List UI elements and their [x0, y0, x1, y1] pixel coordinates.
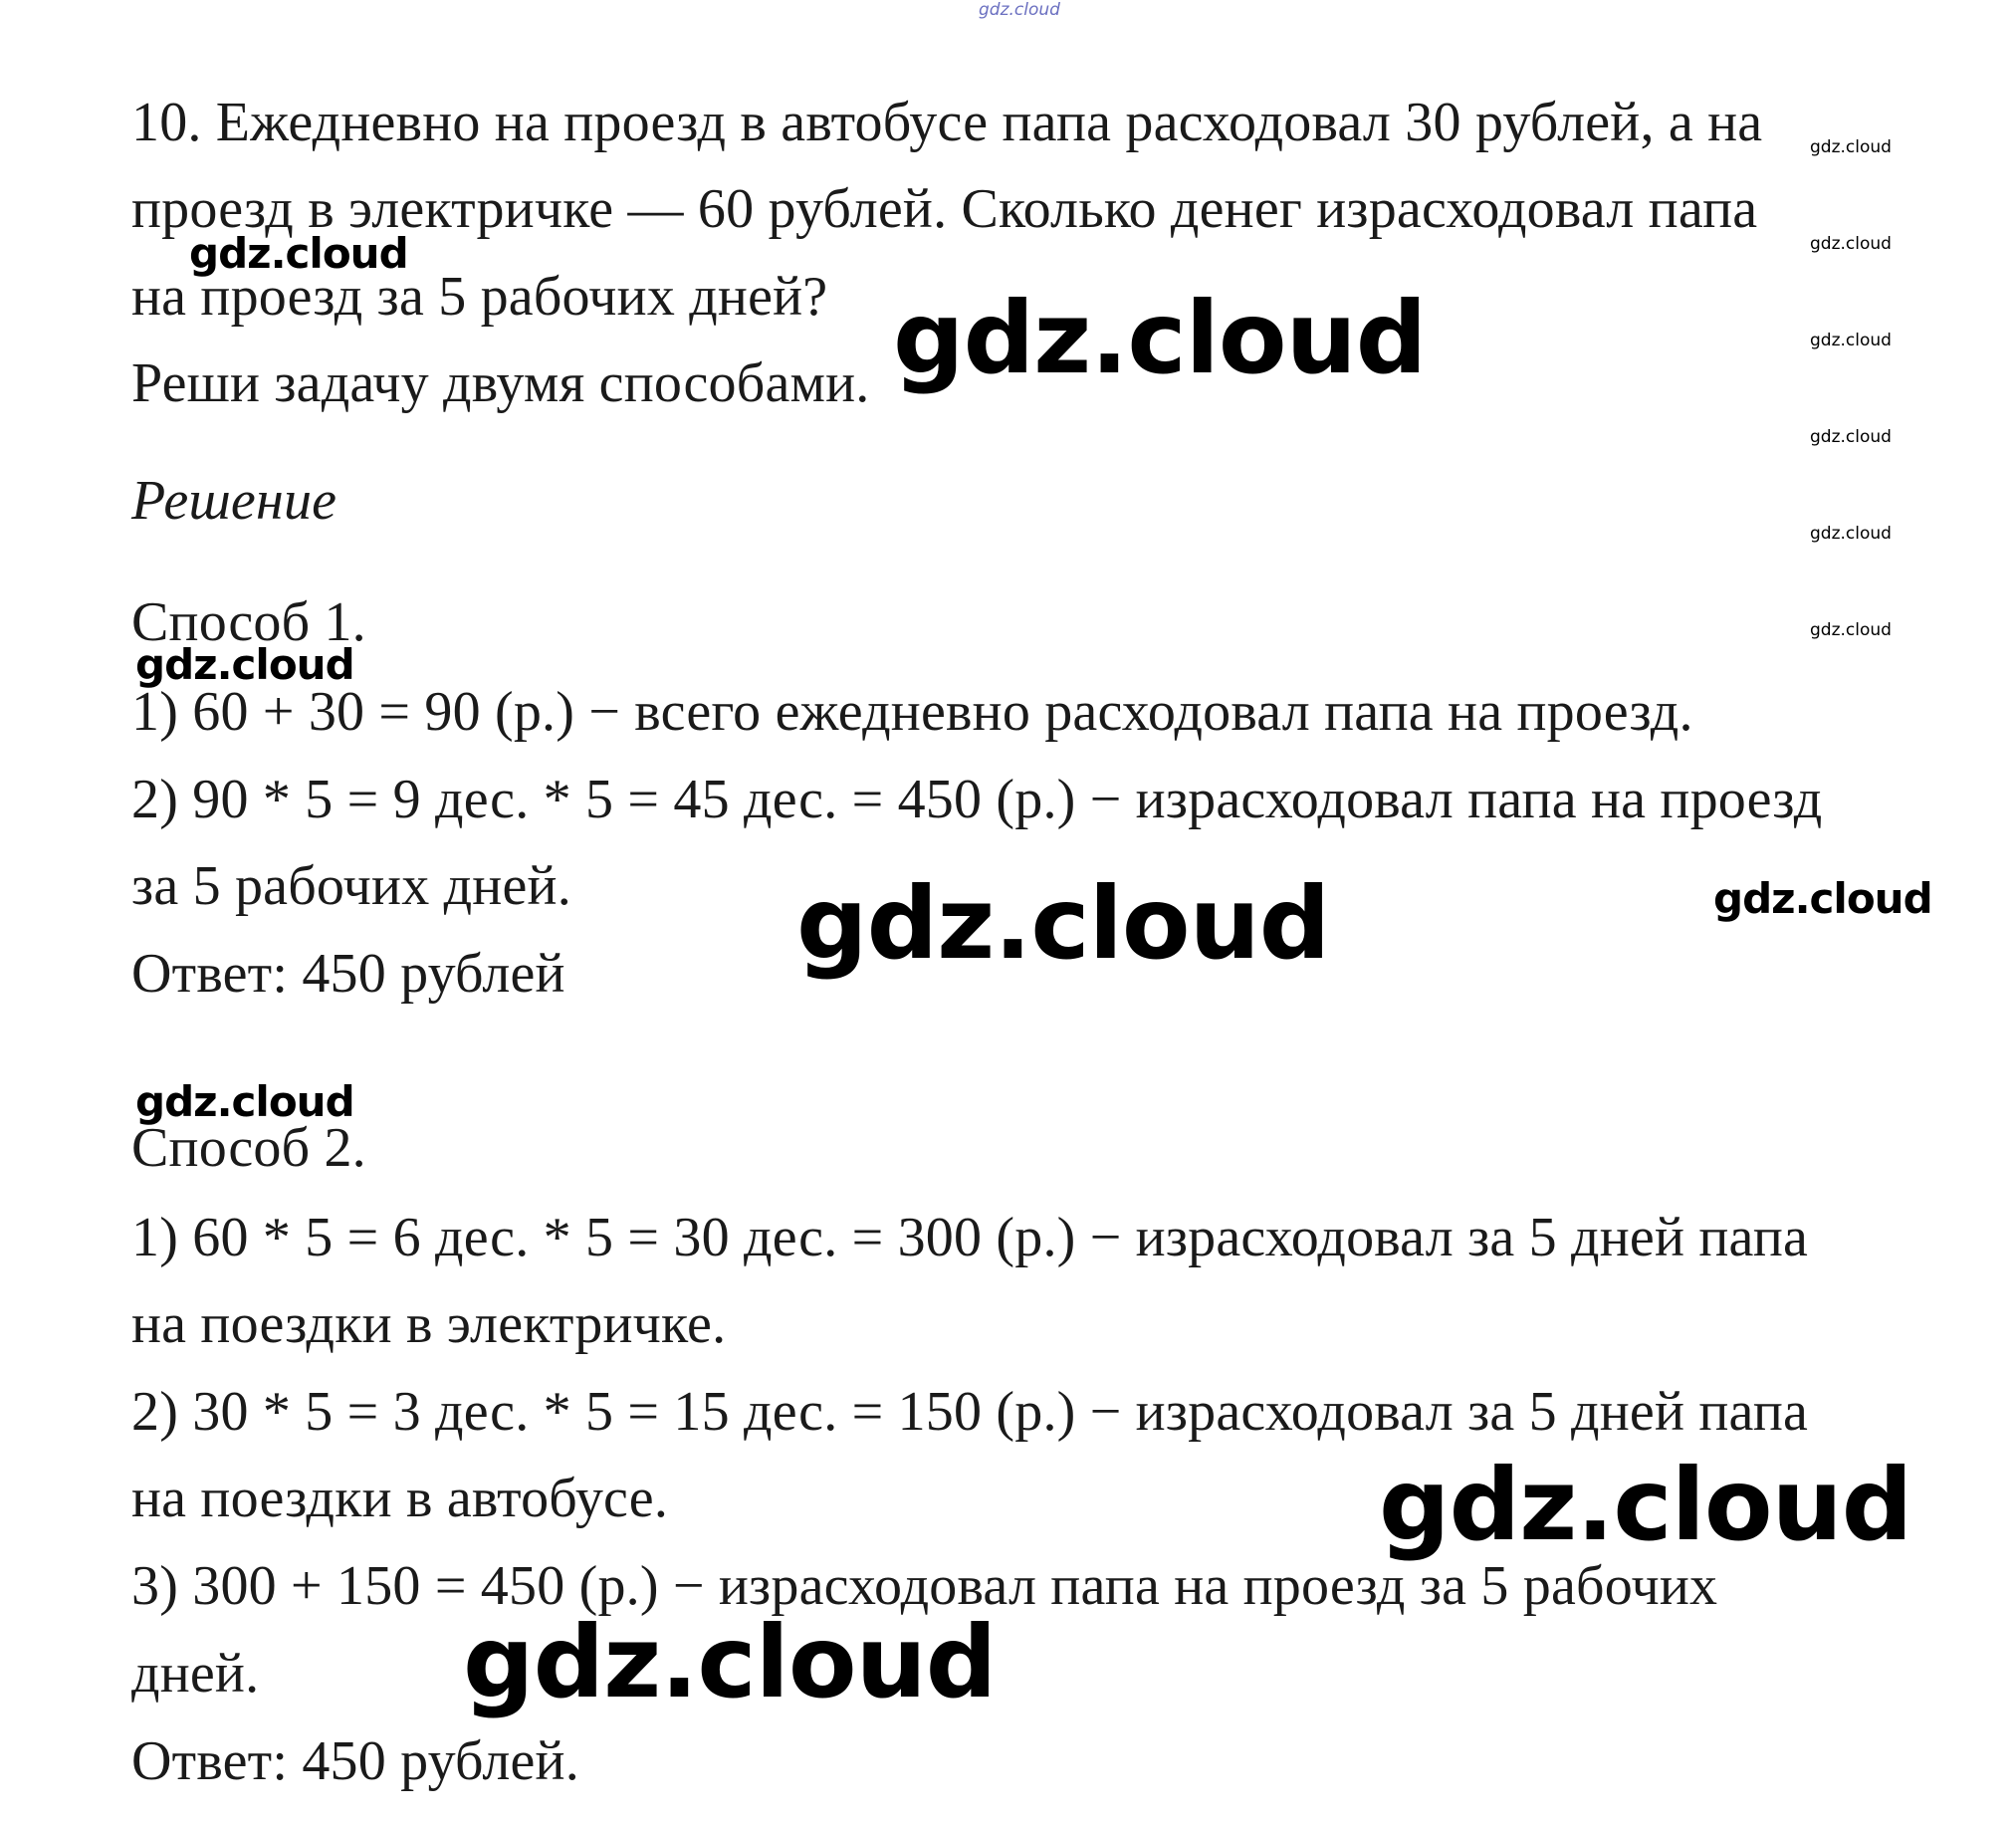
- method2-line-3: 2) 30 * 5 = 3 дес. * 5 = 15 дес. = 150 (р.) − израсходовал за 5 дней папа: [131, 1381, 1809, 1443]
- watermark-medium: gdz.cloud: [1713, 874, 1932, 923]
- watermark-side: gdz.cloud: [1810, 234, 1892, 254]
- method2-answer: Ответ: 450 рублей.: [131, 1730, 579, 1792]
- method2-line-1: 1) 60 * 5 = 6 дес. * 5 = 30 дес. = 300 (р.) − израсходовал за 5 дней папа: [131, 1207, 1809, 1268]
- method2-line-5: 3) 300 + 150 = 450 (р.) − израсходовал папа на проезд за 5 рабочих: [131, 1555, 1718, 1617]
- method2-line-4: на поездки в автобусе.: [131, 1468, 669, 1529]
- watermark-medium: gdz.cloud: [135, 640, 354, 689]
- method2-line-6: дней.: [131, 1643, 260, 1705]
- method1-title: Способ 1.: [131, 591, 366, 653]
- watermark-large: gdz.cloud: [796, 865, 1330, 982]
- watermark-medium: gdz.cloud: [135, 1077, 354, 1126]
- watermark-large: gdz.cloud: [1379, 1447, 1912, 1563]
- watermark-side: gdz.cloud: [1810, 524, 1892, 544]
- watermark-side: gdz.cloud: [1810, 620, 1892, 640]
- problem-line-1: 10. Ежедневно на проезд в автобусе папа расходовал 30 рублей, а на: [131, 92, 1763, 153]
- problem-line-4: Реши задачу двумя способами.: [131, 352, 870, 414]
- problem-line-2: проезд в электричке — 60 рублей. Сколько денег израсходовал папа: [131, 178, 1758, 240]
- method1-line-2: 2) 90 * 5 = 9 дес. * 5 = 45 дес. = 450 (р.) − израсходовал папа на проезд: [131, 769, 1823, 830]
- watermark-side: gdz.cloud: [1810, 137, 1892, 157]
- watermark-top: gdz.cloud: [979, 0, 1060, 20]
- watermark-side: gdz.cloud: [1810, 331, 1892, 350]
- watermark-large: gdz.cloud: [463, 1604, 997, 1720]
- watermark-large: gdz.cloud: [893, 280, 1427, 396]
- method1-answer: Ответ: 450 рублей: [131, 943, 565, 1005]
- problem-line-3: на проезд за 5 рабочих дней?: [131, 266, 828, 328]
- method2-title: Способ 2.: [131, 1117, 366, 1179]
- watermark-medium: gdz.cloud: [189, 229, 408, 278]
- watermark-side: gdz.cloud: [1810, 427, 1892, 447]
- method1-line-1: 1) 60 + 30 = 90 (р.) − всего ежедневно расходовал папа на проезд.: [131, 681, 1693, 743]
- solution-heading: Решение: [131, 470, 337, 532]
- method2-line-2: на поездки в электричке.: [131, 1293, 727, 1355]
- method1-line-3: за 5 рабочих дней.: [131, 855, 571, 917]
